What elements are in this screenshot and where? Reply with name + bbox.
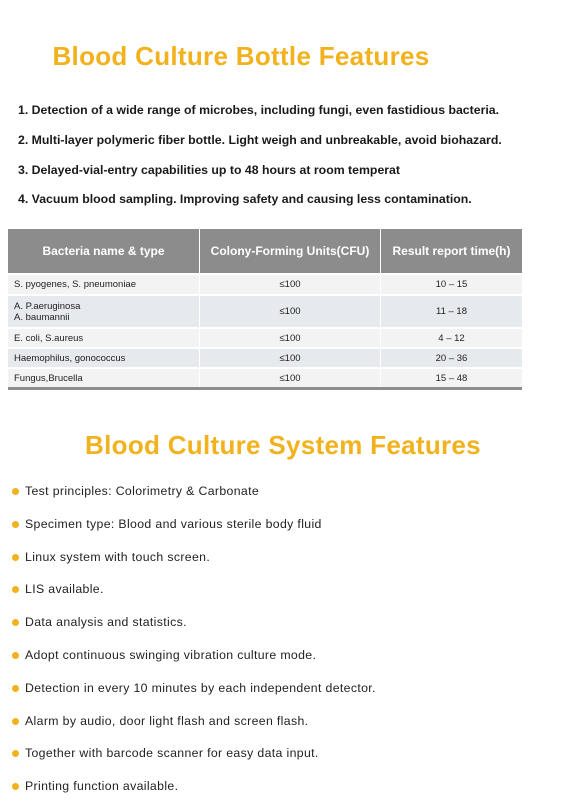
bacteria-cell: S. pyogenes, S. pneumoniae [8,274,200,295]
table-row [8,368,522,389]
bottle-feature-item: 4. Vacuum blood sampling. Improving safety and causing less contamination. [18,192,472,207]
list-item-text: Linux system with touch screen. [25,549,211,564]
list-item [12,484,552,517]
bullet-icon [12,783,19,790]
time-cell: 20 – 36 [381,348,523,368]
list-item-text: Test principles: Colorimetry & Carbonate [25,484,260,498]
bullet-icon [12,685,19,692]
list-item [12,582,552,615]
header-cfu: Colony-Forming Units(CFU) [200,229,381,274]
bacteria-line: A. baumannii [14,311,70,323]
bottle-features-list [18,100,558,219]
bottle-features-title: Blood Culture Bottle Features [52,41,430,71]
list-item-text: Alarm by audio, door light flash and screen flash. [25,713,309,728]
bacteria-cell: Fungus,Brucella [8,368,200,389]
list-item [12,648,552,681]
list-item [12,550,552,583]
system-features-title: Blood Culture System Features [85,430,481,460]
bottle-feature-item: 1. Detection of a wide range of microbes, including fungi, even fastidious bacteria. [18,103,500,117]
time-cell: 4 – 12 [381,328,523,348]
time-cell: 10 – 15 [381,274,523,295]
bullet-icon [12,619,19,626]
bullet-icon [12,586,19,593]
list-item-text: Specimen type: Blood and various sterile body fluid [25,516,322,531]
cfu-cell: ≤100 [200,295,381,328]
bacteria-cell [8,295,200,328]
bullet-icon [12,554,19,561]
list-item [12,615,552,648]
time-cell: 11 – 18 [381,295,523,328]
list-item-text: Printing function available. [25,779,179,794]
list-item [12,779,552,812]
bacteria-table [8,229,522,390]
list-item [12,746,552,779]
cfu-cell: ≤100 [200,274,381,295]
table-row [8,295,522,328]
list-item-text: Detection in every 10 minutes by each independent detector. [25,680,376,695]
table-row [8,348,522,368]
bottle-feature-item: 3. Delayed-vial-entry capabilities up to 48 hours at room temperat [18,162,400,177]
cfu-cell: ≤100 [200,348,381,368]
bacteria-line: A. P.aeruginosa [14,300,81,312]
cfu-cell: ≤100 [200,368,381,389]
cfu-cell: ≤100 [200,328,381,348]
bullet-icon [12,488,19,495]
system-features-list [12,484,552,812]
list-item-text: LIS available. [25,582,104,597]
bullet-icon [12,750,19,757]
list-item [12,714,552,747]
list-item-text: Data analysis and statistics. [25,615,187,630]
bullet-icon [12,718,19,725]
header-bacteria: Bacteria name & type [8,229,200,274]
list-item-text: Together with barcode scanner for easy data input. [25,746,319,761]
bottle-feature-item: 2. Multi-layer polymeric fiber bottle. Light weigh and unbreakable, avoid biohazard. [18,132,502,147]
bullet-icon [12,521,19,528]
table-row [8,274,522,295]
bacteria-cell: Haemophilus, gonococcus [8,348,200,368]
list-item [12,517,552,550]
bacteria-cell: E. coli, S.aureus [8,328,200,348]
list-item [12,681,552,714]
header-result-time: Result report time(h) [381,229,523,274]
list-item-text: Adopt continuous swinging vibration culture mode. [25,647,317,662]
table-row [8,328,522,348]
time-cell: 15 – 48 [381,368,523,389]
table-header-row [8,229,522,274]
bullet-icon [12,652,19,659]
